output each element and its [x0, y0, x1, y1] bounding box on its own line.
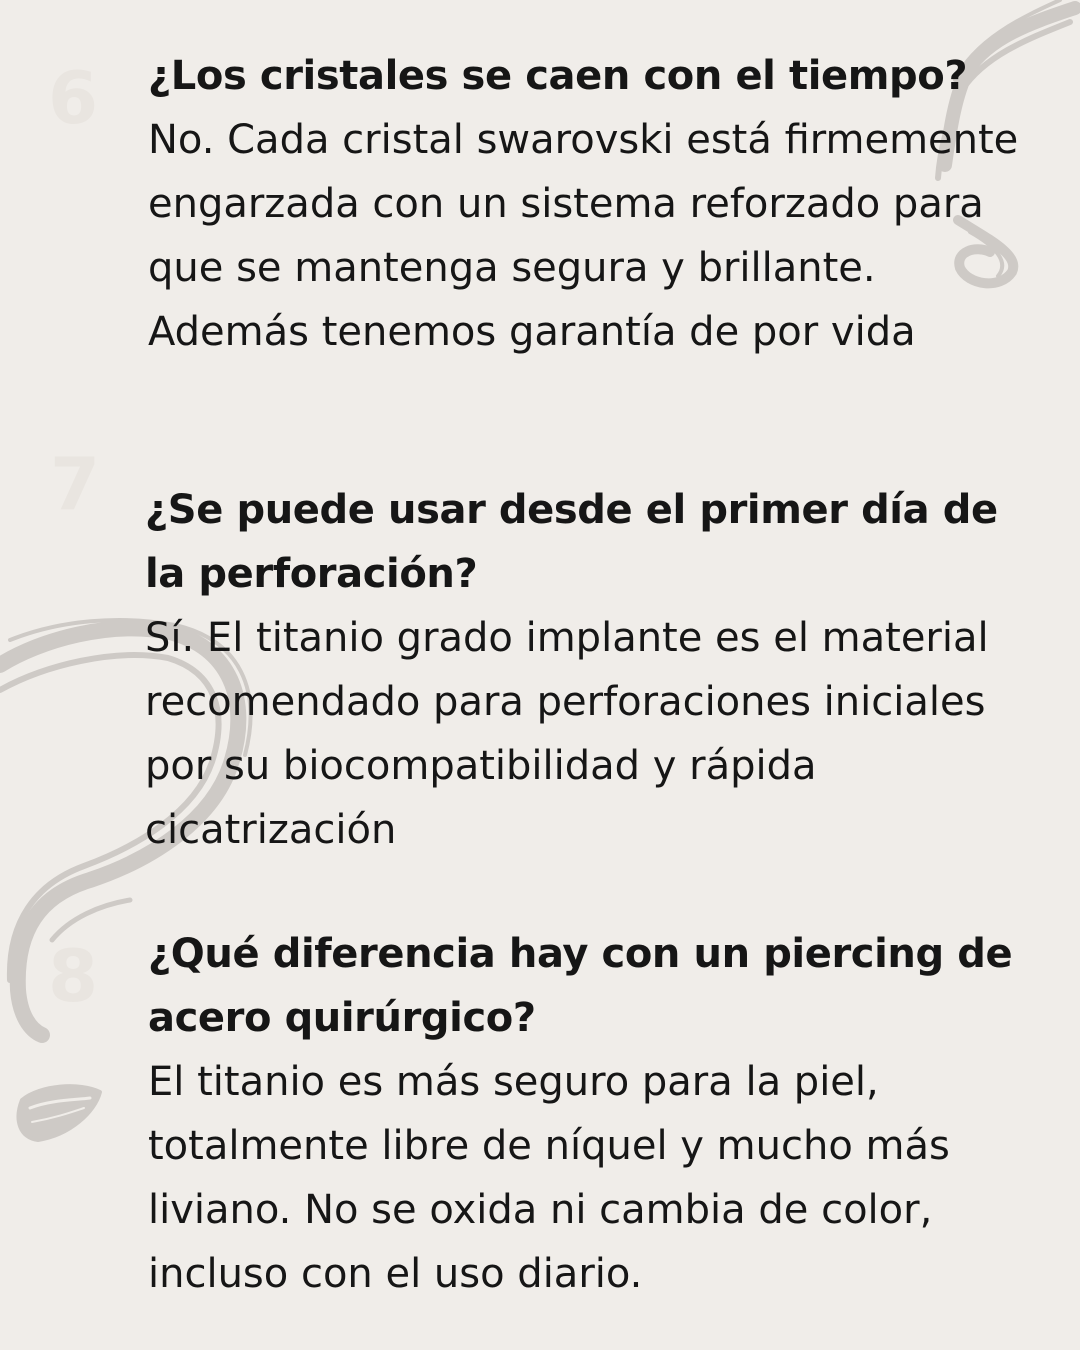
faq-item-6 [148, 44, 1038, 364]
faq-item-8 [148, 922, 1038, 1306]
faq-item-7 [145, 478, 1045, 862]
faq-number-8: 8 [48, 934, 99, 1018]
faq-answer: Sí. El titanio grado implante es el material recomendado para perforaciones iniciales por su biocompatibilidad y rápida cicatrización [145, 615, 989, 853]
faq-question: ¿Se puede usar desde el primer día de la perforación? [145, 487, 998, 597]
faq-question: ¿Qué diferencia hay con un piercing de acero quirúrgico? [148, 931, 1013, 1041]
faq-answer: No. Cada cristal swarovski está firmemente engarzada con un sistema reforzado para que se mantenga segura y brillante. Además tenemos garantía de por vida [148, 117, 1019, 355]
faq-number-6: 6 [48, 56, 99, 140]
faq-number-7: 7 [50, 442, 101, 526]
faq-answer: El titanio es más seguro para la piel, totalmente libre de níquel y mucho más liviano. No se oxida ni cambia de color, incluso con el uso diario. [148, 1059, 950, 1297]
faq-question: ¿Los cristales se caen con el tiempo? [148, 53, 968, 99]
